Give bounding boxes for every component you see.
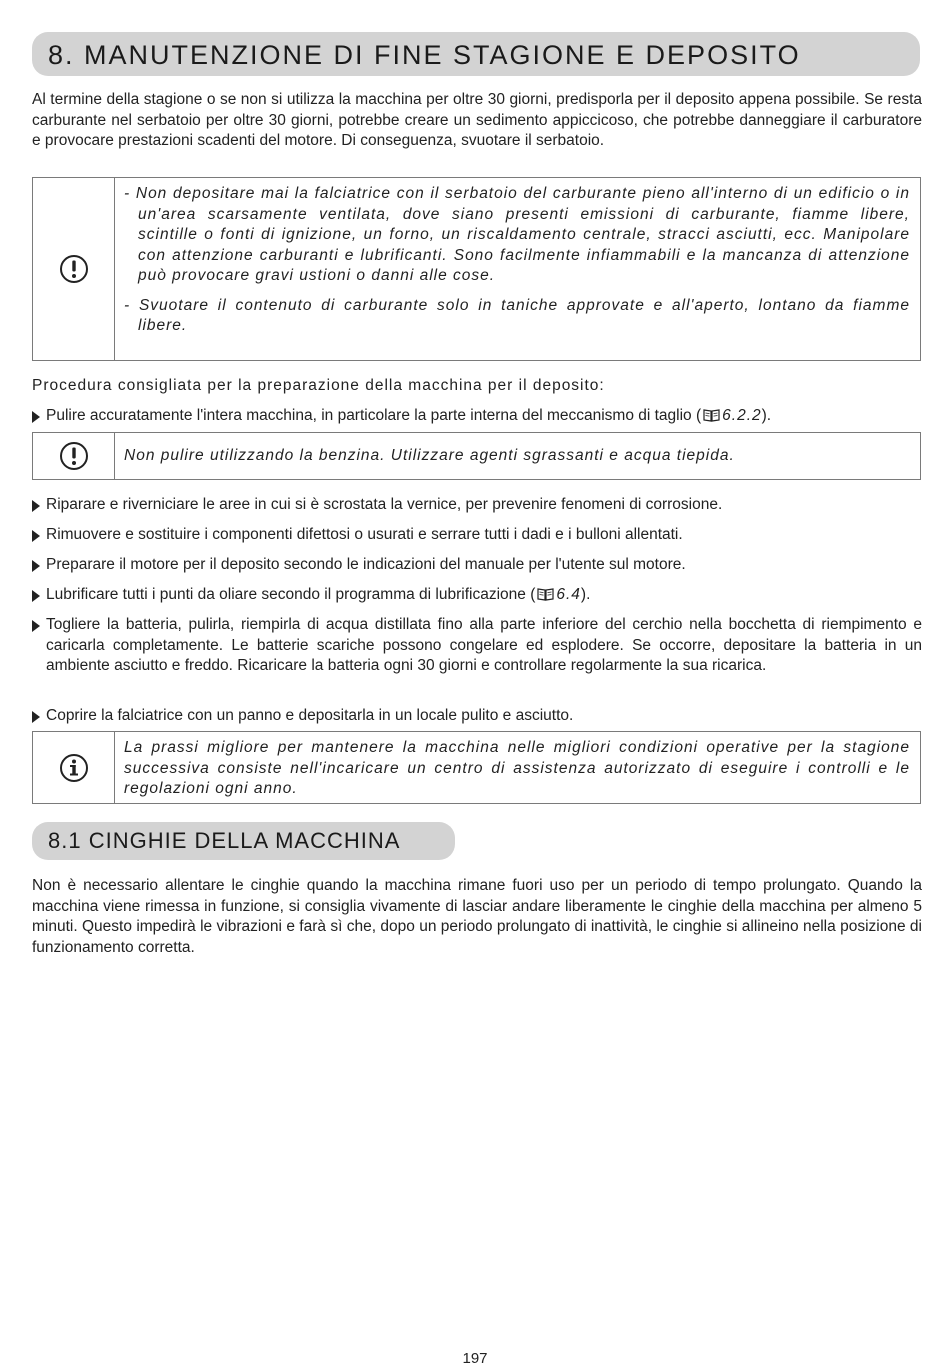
step-text-close: ). xyxy=(580,586,591,603)
step-text: Rimuovere e sostituire i componenti difettosi o usurati e serrare tutti i dadi e i bulloni allentati. xyxy=(46,526,683,543)
list-item xyxy=(32,585,922,606)
exclamation-circle-icon xyxy=(59,441,89,471)
bullet-arrow-icon xyxy=(32,620,40,632)
warning-icon-cell xyxy=(33,178,115,360)
belts-paragraph: Non è necessario allentare le cinghie quando la macchina rimane fuori uso per un periodo di tempo prolungato. Quando la macchina viene rimessa in funzione, si consiglia vivamente di lasciar andare liberamente le cinghie della macchina per almeno 5 minuti. Questo impedirà le vibrazioni e farà sì che, dopo un periodo prolungato di inattività, le cinghie si allineino nella posizione di funzionamento corretta. xyxy=(32,877,922,956)
info-circle-icon xyxy=(59,753,89,783)
step-text: Preparare il motore per il deposito secondo le indicazioni del manuale per l'utente sul motore. xyxy=(46,556,686,573)
bullet-arrow-icon xyxy=(32,711,40,723)
page-number: 197 xyxy=(462,1350,488,1367)
manual-book-icon xyxy=(537,587,554,601)
warning-icon-cell xyxy=(33,433,115,479)
bullet-arrow-icon xyxy=(32,411,40,423)
list-item xyxy=(32,706,922,727)
intro-paragraph: Al termine della stagione o se non si utilizza la macchina per oltre 30 giorni, predisporla per il deposito appena possibile. Se resta carburante nel serbatoio per oltre 30 giorni, potrebbe creare un sedimento appiccicoso, che potrebbe danneggiare il carburatore e provocare prestazioni scadenti del motore. Di conseguenza, svuotare il serbatoio. xyxy=(32,91,922,149)
exclamation-circle-icon xyxy=(59,254,89,284)
section-reference: 6.2.2 xyxy=(722,407,762,424)
bullet-arrow-icon xyxy=(32,500,40,512)
warning-box-fuel xyxy=(32,177,921,361)
section-reference: 6.4 xyxy=(556,586,581,603)
warning-item: - Non depositare mai la falciatrice con il serbatoio del carburante pieno all'interno di un edificio o in un'area scarsamente ventilata, dove siano presenti emissioni di carburante, fiamme libere, scintille o fonti di ignizione, un forno, un riscaldamento centrale, stracci asciutti, ecc. Manipolare con attenzione carburanti e lubrificanti. Sono facilmente infiammabili e la mancanza di attenzione può provocare gravi ustioni o danni alle cose. xyxy=(124,185,910,284)
step-text: Riparare e riverniciare le aree in cui si è scrostata la vernice, per prevenire fenomeni di corrosione. xyxy=(46,496,723,513)
subsection-title: 8.1 CINGHIE DELLA MACCHINA xyxy=(32,822,455,860)
section-title: 8. MANUTENZIONE DI FINE STAGIONE E DEPOSITO xyxy=(32,32,920,76)
step-text-close: ). xyxy=(761,407,772,424)
procedure-heading: Procedura consigliata per la preparazione della macchina per il deposito: xyxy=(32,377,605,394)
list-item xyxy=(32,525,922,546)
bullet-arrow-icon xyxy=(32,530,40,542)
warning-text: Non pulire utilizzando la benzina. Utilizzare agenti sgrassanti e acqua tiepida. xyxy=(124,447,735,464)
list-item xyxy=(32,615,922,677)
bullet-arrow-icon xyxy=(32,560,40,572)
info-box xyxy=(32,731,921,804)
list-item xyxy=(32,495,922,516)
warning-item: - Svuotare il contenuto di carburante solo in taniche approvate e all'aperto, lontano da fiamme libere. xyxy=(124,296,910,334)
manual-book-icon xyxy=(703,408,720,422)
list-item xyxy=(32,406,922,427)
step-text: Pulire accuratamente l'intera macchina, in particolare la parte interna del meccanismo di taglio ( xyxy=(46,407,702,424)
step-text: Coprire la falciatrice con un panno e depositarla in un locale pulito e asciutto. xyxy=(46,707,574,724)
bullet-arrow-icon xyxy=(32,590,40,602)
info-text: La prassi migliore per mantenere la macchina nelle migliori condizioni operative per la stagione successiva consiste nell'incaricare un centro di assistenza autorizzato di eseguire i controlli e le regolazioni ogni anno. xyxy=(124,739,910,797)
warning-text xyxy=(124,184,910,337)
list-item xyxy=(32,555,922,576)
warning-box-cleaning xyxy=(32,432,921,480)
step-text: Lubrificare tutti i punti da oliare secondo il programma di lubrificazione ( xyxy=(46,586,536,603)
info-icon-cell xyxy=(33,732,115,803)
step-text: Togliere la batteria, pulirla, riempirla di acqua distillata fino alla parte inferiore del cerchio nella bocchetta di riempimento e caricarla completamente. Le batterie scariche possono congelare ed esplodere. Se occorre, depositare la batteria in un ambiente asciutto e freddo. Ricaricare la batteria ogni 30 giorni e controllare regolarmente la sua ricarica. xyxy=(46,616,922,674)
